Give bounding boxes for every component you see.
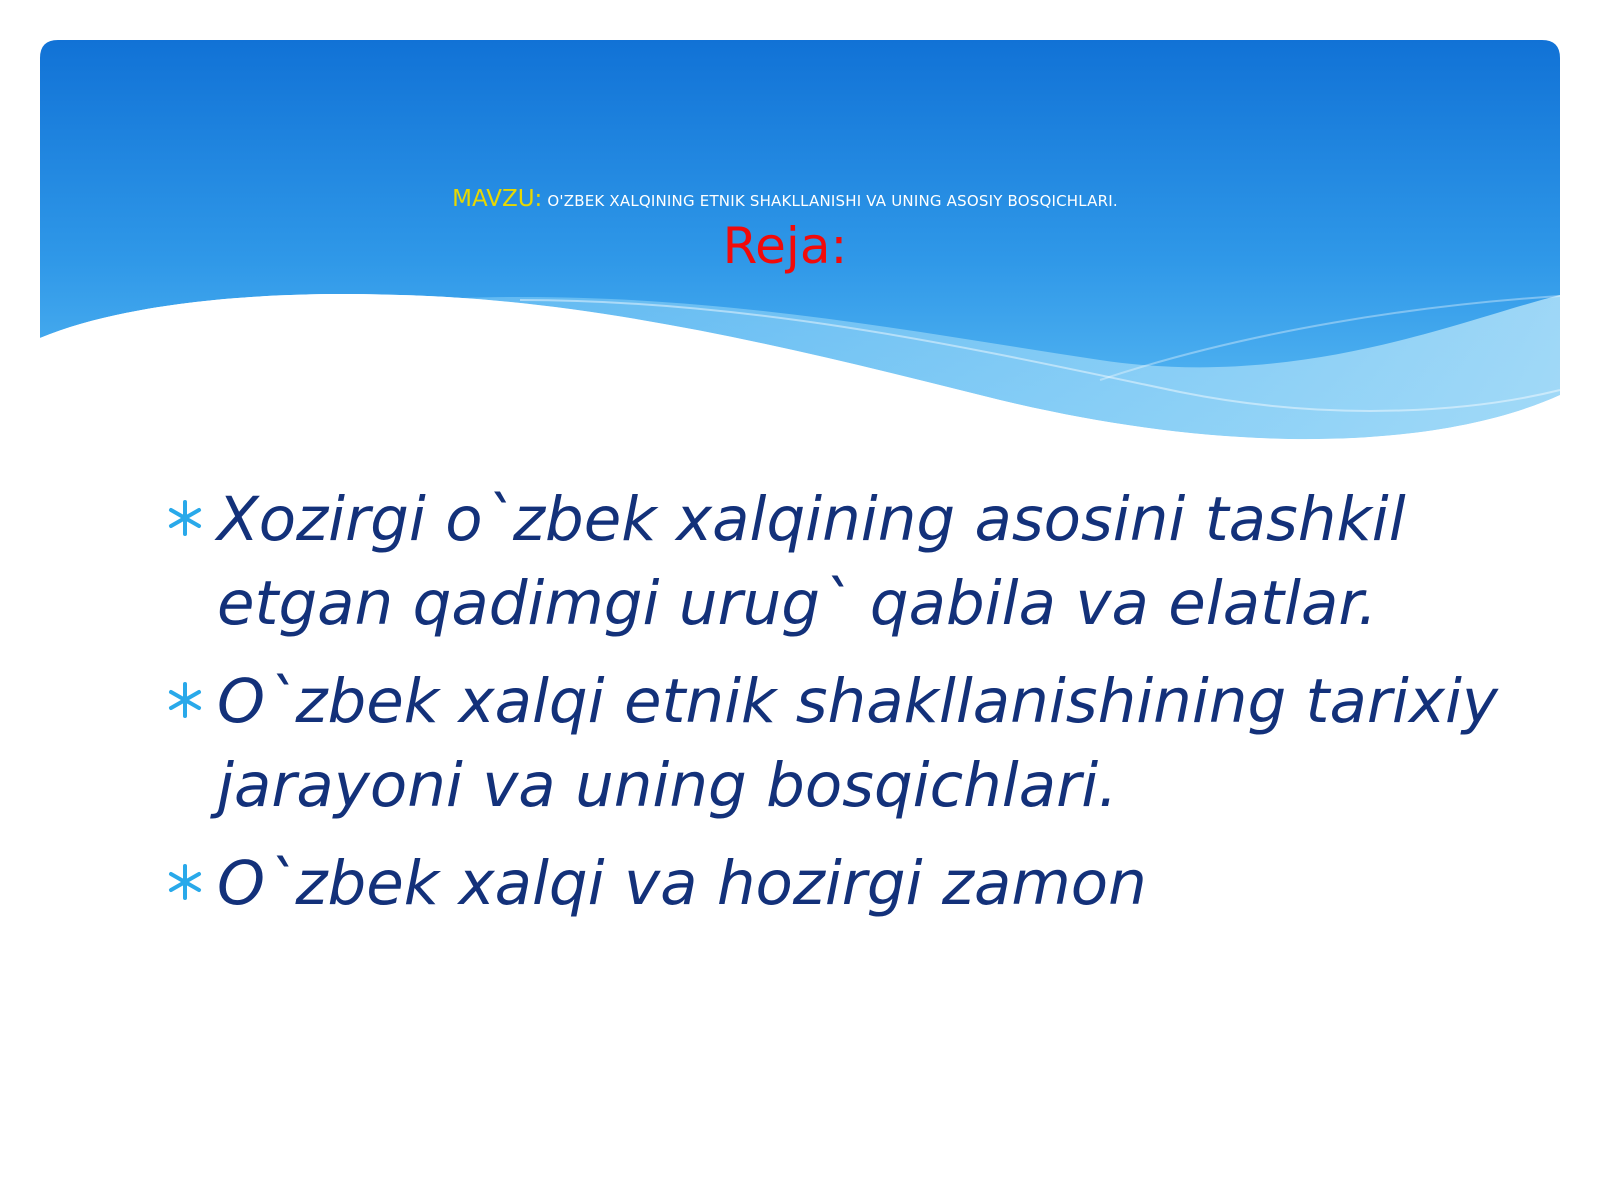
bullet-text: O`zbek xalqi etnik shakllanishining tarixiy jarayoni va uning bosqichlari. (217, 666, 1499, 821)
bullet-text: O`zbek xalqi va hozirgi zamon (217, 848, 1147, 919)
plan-heading: Reja: (722, 217, 848, 275)
bullet-text: Xozirgi o`zbek xalqining asosini tashkil etgan qadimgi urug` qabila va elatlar. (217, 484, 1406, 639)
topic-label: MAVZU: (452, 186, 543, 212)
bullet-list (165, 478, 1555, 940)
bullet-item (165, 478, 1555, 646)
topic-line (40, 186, 1530, 214)
slide-title (40, 186, 1530, 274)
topic-text: O'ZBEK XALQINING ETNIK SHAKLLANISHI VA UNING ASOSIY BOSQICHLARI. (547, 192, 1118, 210)
bullet-item (165, 660, 1555, 828)
asterisk-bullet-icon (165, 478, 205, 562)
asterisk-bullet-icon (165, 842, 205, 926)
asterisk-bullet-icon (165, 660, 205, 744)
bullet-item (165, 842, 1555, 926)
